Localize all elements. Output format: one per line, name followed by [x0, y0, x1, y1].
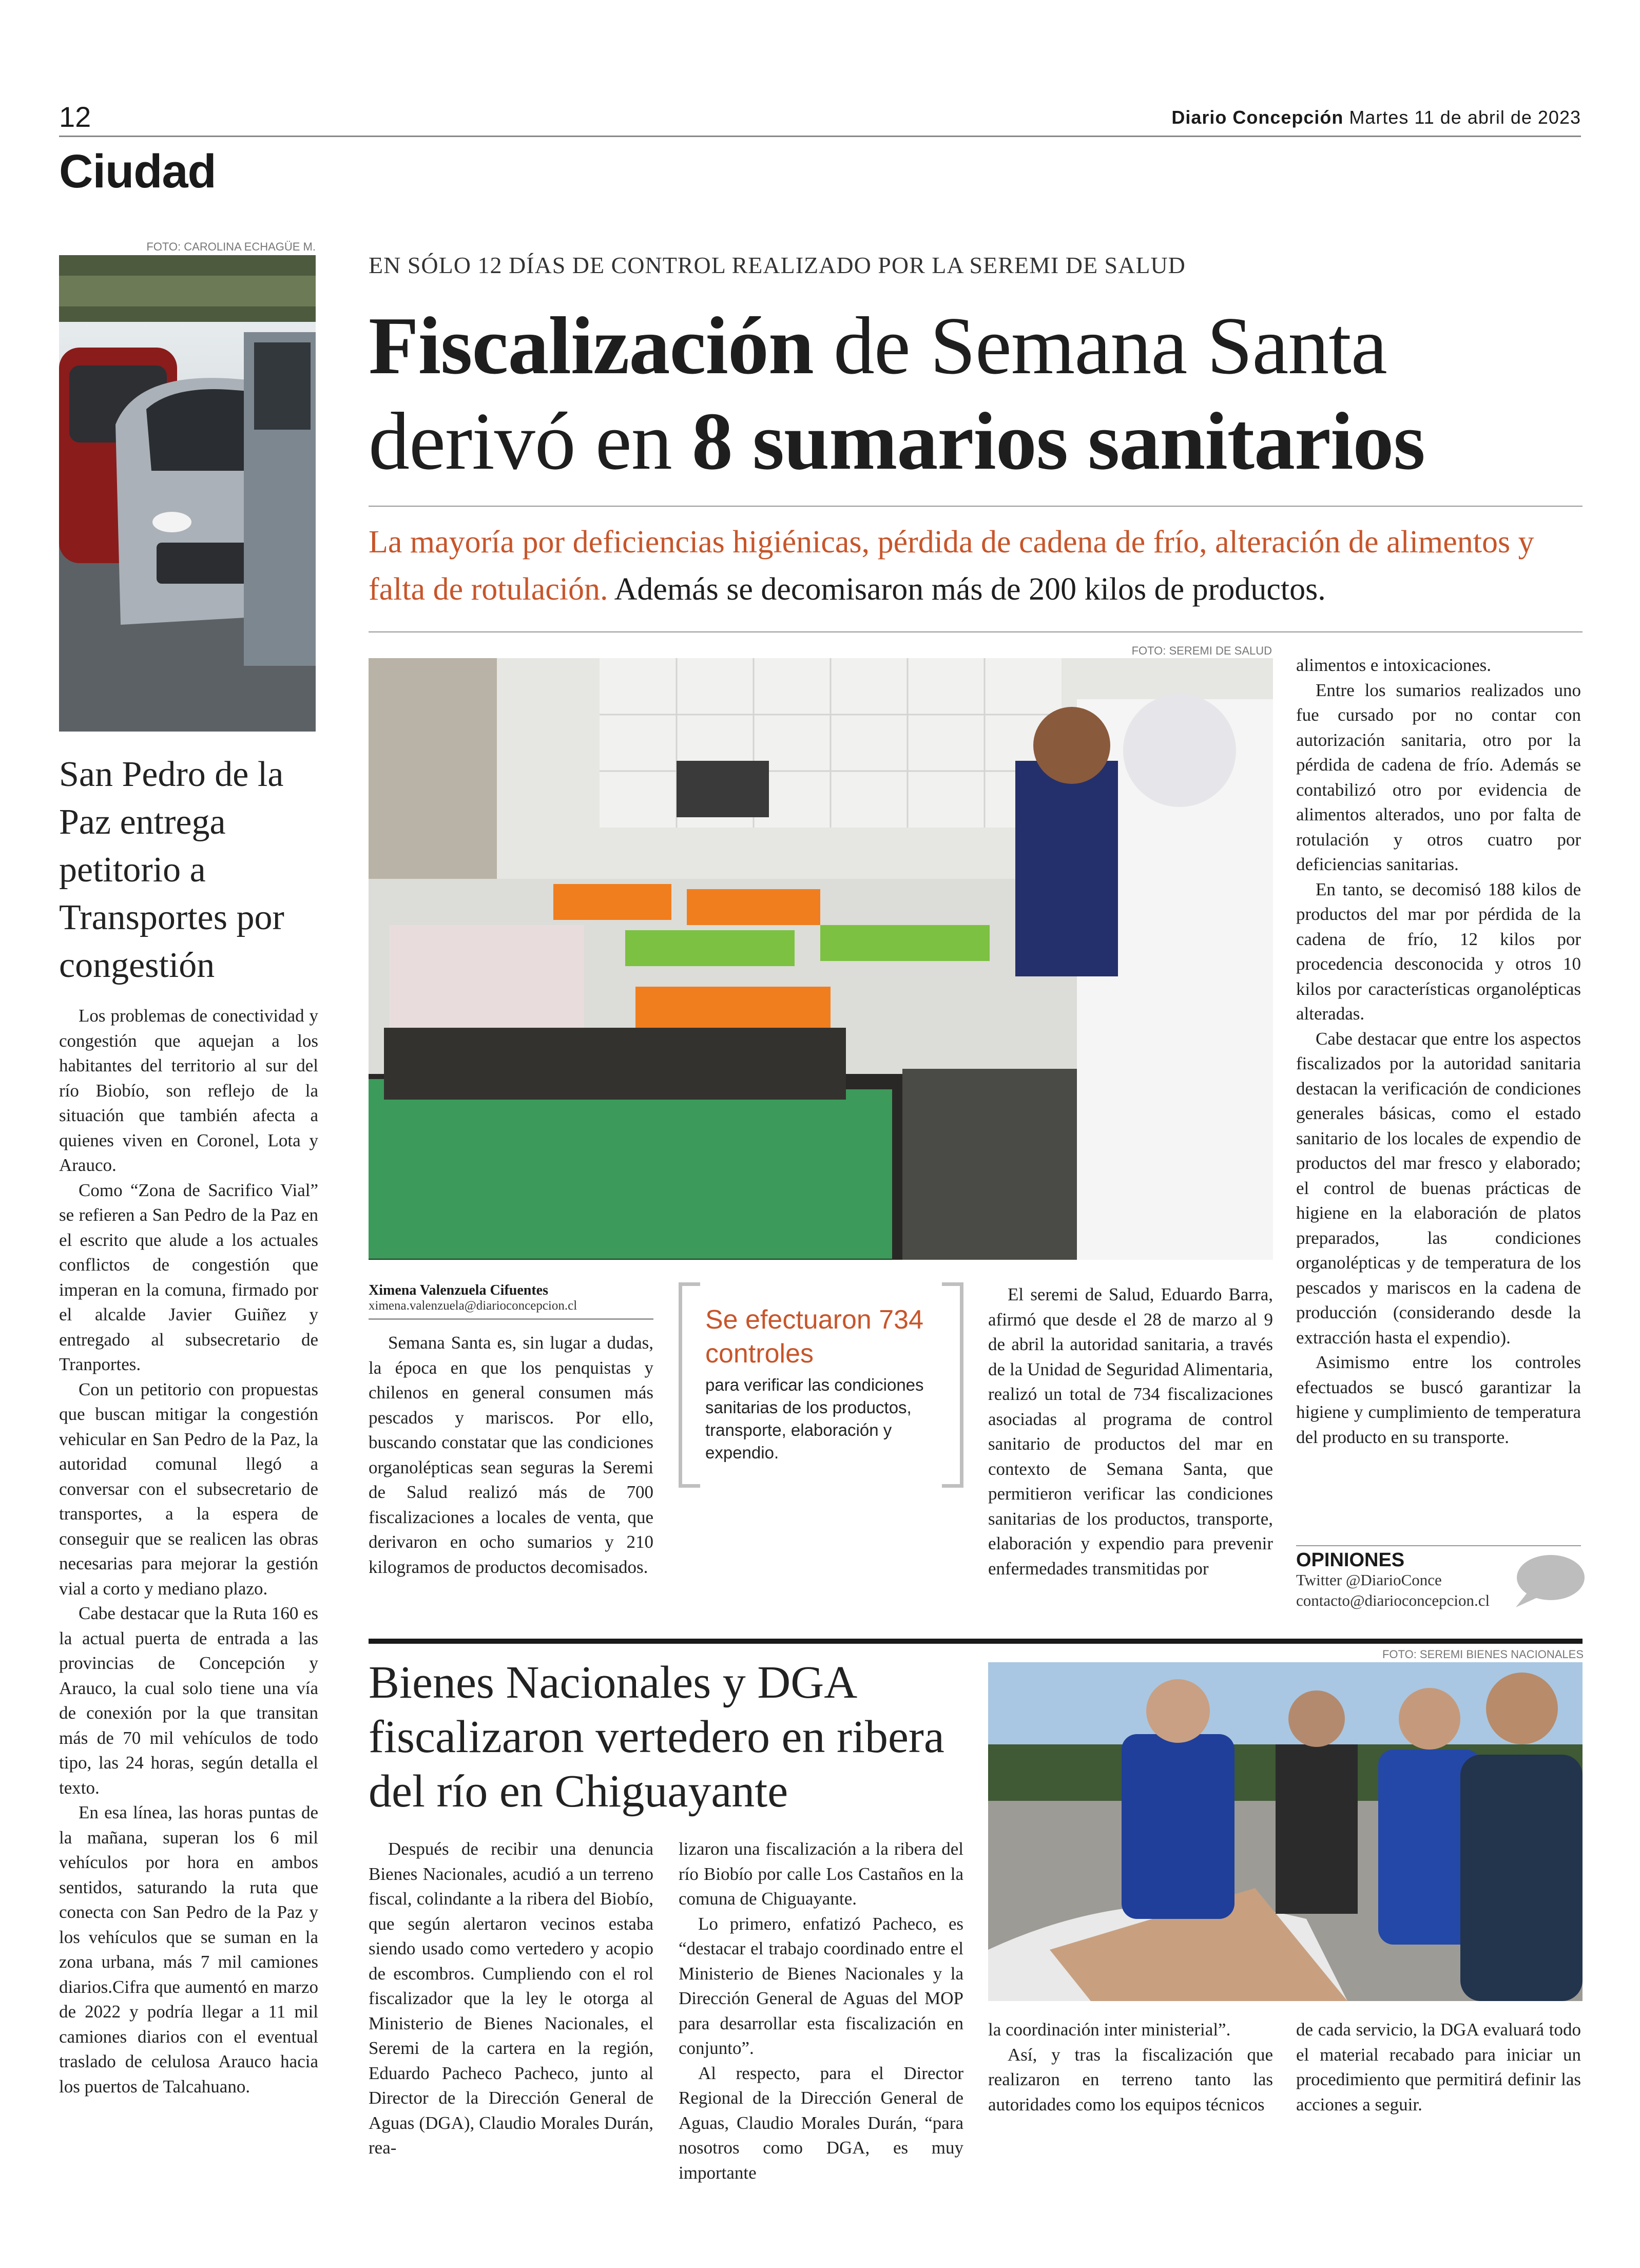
main-headline	[369, 298, 1585, 489]
byline-rule	[369, 1318, 653, 1320]
paragraph: El seremi de Salud, Eduardo Barra, afirmó que desde el 28 de marzo al 9 de abril la autoridad sanitaria, a través de la Unidad de Seguridad Alimentaria, realizó un total de 734 fiscalizaciones asociadas al programa de control sanitario de productos del mar en contexto de Semana Santa, que permitieron verificar las condiciones sanitarias de los productos, transporte, elaboración y expendio para prevenir enfermedades transmitidas por	[988, 1284, 1273, 1579]
paragraph: la coordinación inter ministerial”.	[988, 2020, 1231, 2040]
deck-highlight: La mayoría por deficiencias higiénicas, pérdida de cadena de frío, alteración de alimentos y falta de rotulación.	[369, 525, 1534, 607]
bottom-col-4	[1296, 2017, 1581, 2117]
paragraph: Con un petitorio con propuestas que buscan mitigar la congestión vehicular en San Pedro de la Paz, la autoridad comunal llegó a conversar con el subsecretario de transportes, a la espera de conseguir que se realicen las obras necesarias para mejorar la gestión vial a corto y mediano plazo.	[59, 1379, 318, 1599]
kicker: EN SÓLO 12 DÍAS DE CONTROL REALIZADO POR LA SEREMI DE SALUD	[369, 252, 1186, 278]
byline-email: ximena.valenzuela@diarioconcepcion.cl	[369, 1299, 577, 1313]
traffic-photo	[59, 255, 316, 732]
paragraph: Al respecto, para el Director Regional de la Dirección General de Aguas, Claudio Morales Durán, “para nosotros como DGA, es muy importante	[679, 2063, 963, 2183]
section-title: Ciudad	[59, 145, 216, 198]
main-photo-credit: FOTO: SEREMI DE SALUD	[1131, 644, 1272, 657]
deck-rest: Además se decomisaron más de 200 kilos de productos.	[608, 572, 1326, 607]
main-col-4	[1296, 653, 1581, 1450]
inspection-photo	[988, 1662, 1583, 2001]
bottom-photo-credit: FOTO: SEREMI BIENES NACIONALES	[1382, 1648, 1584, 1661]
opinions-rule	[1296, 1545, 1581, 1546]
masthead-date	[1171, 107, 1581, 128]
bracket-left	[679, 1282, 700, 1488]
deck-rule-bottom	[369, 631, 1583, 632]
paragraph: En tanto, se decomisó 188 kilos de productos del mar por pérdida de la cadena de frío, 12 kilos por procedencia desconocida y otros 10 kilos por características organolépticas alteradas.	[1296, 879, 1581, 1024]
story-separator	[369, 1639, 1583, 1644]
opinions-title: OPINIONES	[1296, 1549, 1405, 1571]
paragraph: Entre los sumarios realizados uno fue cursado por no contar con autorización sanitaria, otro por la pérdida de cadena de frío. Además se contabilizó otro por evidencia de alimentos alterados, uno por falta de rotulación y otros cuatro por deficiencias sanitarias.	[1296, 680, 1581, 874]
left-photo-credit: FOTO: CAROLINA ECHAGÜE M.	[146, 240, 316, 253]
newspaper-name: Diario Concepción	[1171, 107, 1344, 128]
fish-market-photo	[369, 658, 1273, 1260]
deck-rule-top	[369, 506, 1583, 507]
pull-quote-title: Se efectuaron 734 controles	[705, 1305, 923, 1369]
paragraph: de cada servicio, la DGA evaluará todo el material recabado para iniciar un procedimiento que permitirá definir las acciones a seguir.	[1296, 2020, 1581, 2115]
deck	[369, 518, 1585, 613]
paragraph: Semana Santa es, sin lugar a dudas, la época en que los penquistas y chilenos en general consumen más pescados y mariscos. Por ello, buscando constatar que las condiciones organolépticas sean seguras la Seremi de Salud realizó más de 700 fiscalizaciones a locales de venta, que derivaron en ocho sumarios y 210 kilogramos de productos decomisados.	[369, 1333, 653, 1577]
main-col-3	[988, 1282, 1273, 1581]
paragraph: Como “Zona de Sacrifico Vial” se refieren a San Pedro de la Paz en el escrito que alude a los actuales conflictos de congestión que imperan en la comuna, firmado por el alcalde Javier Guiñez y entregado al subsecretario de Tranportes.	[59, 1180, 318, 1374]
byline	[369, 1282, 651, 1313]
paragraph: En esa línea, las horas puntas de la mañana, superan los 6 mil vehículos por hora en ambos sentidos, saturando la ruta que conecta con San Pedro de la Paz y los vehículos que se suman en la zona urbana, más 7 mil camiones diarios.Cifra que aumentó en marzo de 2022 y podría llegar a 11 mil camiones diarios con el eventual traslado de celulosa Arauco hacia los puertos de Talcahuano.	[59, 1802, 318, 2097]
opinions-email: contacto@diarioconcepcion.cl	[1296, 1591, 1490, 1609]
main-col-1	[369, 1331, 653, 1580]
paragraph: Asimismo entre los controles efectuados se buscó garantizar la higiene y cumplimiento de temperatura del producto en su transporte.	[1296, 1352, 1581, 1447]
bottom-col-2	[679, 1837, 963, 2185]
paragraph: Los problemas de conectividad y congestión que aquejan a los habitantes del territorio al sur del río Biobío, son reflejo de la situación que también afecta a quienes viven en Coronel, Lota y Arauco.	[59, 1006, 318, 1175]
headline-part-2: de Semana Santa	[813, 300, 1387, 391]
headline-bold-1: Fiscalización	[369, 300, 814, 391]
left-story-title: San Pedro de la Paz entrega petitorio a Transportes por congestión	[59, 755, 284, 985]
speech-bubble-icon	[1512, 1553, 1586, 1609]
header-rule	[59, 136, 1581, 137]
headline-bold-2: 8 sumarios sanitarios	[691, 395, 1425, 487]
paragraph: Lo primero, enfatizó Pacheco, es “destacar el trabajo coordinado entre el Ministerio de Bienes Nacionales y la Dirección General de Aguas del MOP para desarrollar esta fiscalización en conjunto”.	[679, 1913, 963, 2058]
paragraph: Cabe destacar que la Ruta 160 es la actual puerta de entrada a las provincias de Concepción y Arauco, la cual solo tiene una vía de conexión por la que transitan más de 70 mil vehículos de todo tipo, las 24 horas, según detalla el texto.	[59, 1603, 318, 1798]
page-number: 12	[59, 101, 91, 133]
paragraph: Cabe destacar que entre los aspectos fiscalizados por la autoridad sanitaria destacan la verificación de condiciones generales básicas, como el estado sanitario de los locales de expendio de productos del mar fresco y elaborado; el control de buenas prácticas de higiene en la elaboración de platos preparados, las condiciones organolépticas y de temperatura de los pescados y mariscos en la cadena de producción (considerando desde la extracción hasta el expendio).	[1296, 1028, 1581, 1348]
headline-part-3: derivó en	[369, 395, 692, 487]
bottom-col-3	[988, 2017, 1273, 2117]
byline-name: Ximena Valenzuela Cifuentes	[369, 1282, 548, 1298]
issue-date: Martes 11 de abril de 2023	[1349, 107, 1581, 128]
bottom-col-1	[369, 1837, 653, 2161]
pull-quote-text: para verificar las condiciones sanitarias de los productos, transporte, elaboración y expendio.	[705, 1375, 924, 1462]
paragraph: Así, y tras la fiscalización que realizaron en terreno tanto las autoridades como los equipos técnicos	[988, 2044, 1273, 2115]
left-story-body	[59, 1004, 318, 2099]
bottom-headline: Bienes Nacionales y DGA fiscalizaron vertedero en ribera del río en Chiguayante	[369, 1657, 944, 1817]
pull-quote	[679, 1282, 963, 1488]
paragraph: alimentos e intoxicaciones.	[1296, 655, 1492, 675]
paragraph: Después de recibir una denuncia Bienes Nacionales, acudió a un terreno fiscal, colindante a la ribera del Biobío, que según alertaron vecinos estaba siendo usado como vertedero y acopio de escombros. Cumpliendo con el rol fiscalizador que la ley le otorga al Ministerio de Bienes Nacionales, el Seremi de la cartera en la región, Eduardo Pacheco Pacheco, junto al Director de la Dirección General de Aguas (DGA), Claudio Morales Durán, rea-	[369, 1839, 653, 2158]
paragraph: lizaron una fiscalización a la ribera del río Biobío por calle Los Castaños en la comuna de Chiguayante.	[679, 1839, 963, 1909]
opinions-twitter: Twitter @DiarioConce	[1296, 1571, 1442, 1589]
